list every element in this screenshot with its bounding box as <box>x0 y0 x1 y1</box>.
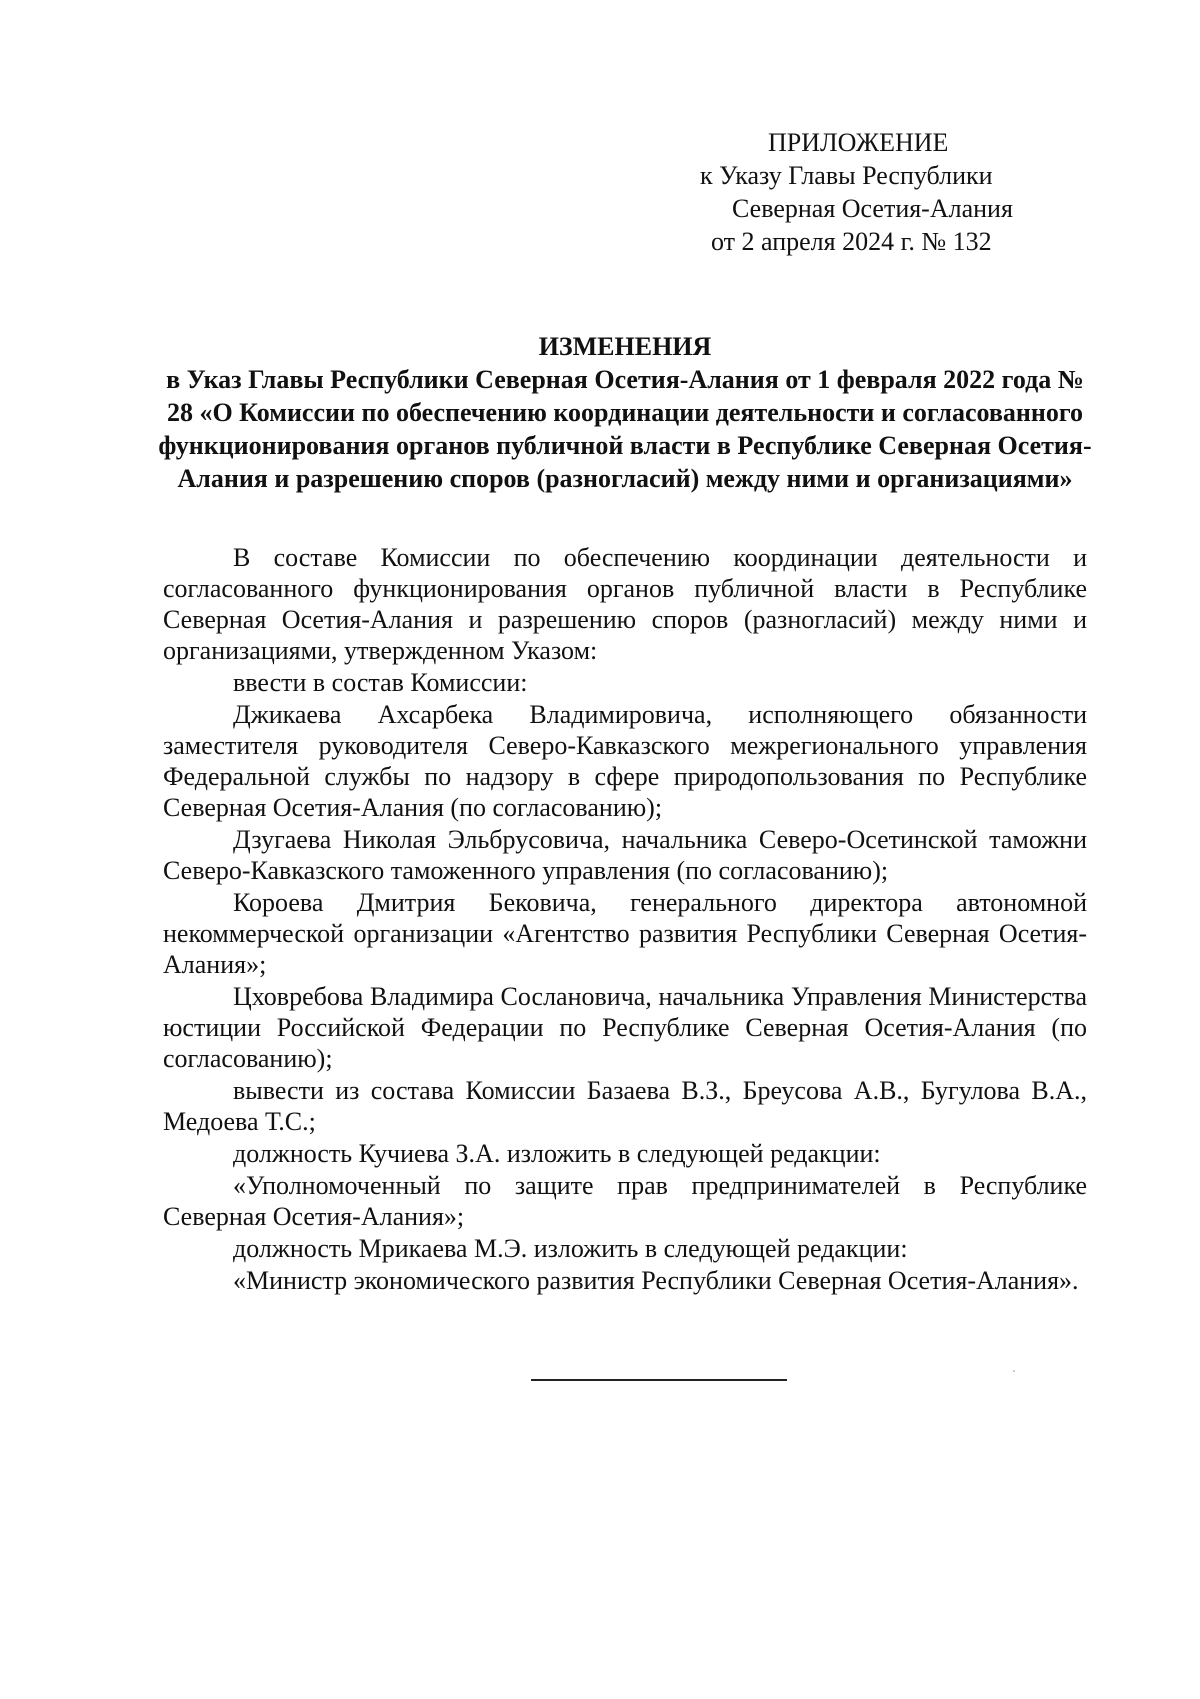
appendix-line: Северная Осетия-Алания <box>732 194 1013 223</box>
body-paragraph: должность Кучиева З.А. изложить в следующей редакции: <box>233 1139 881 1168</box>
body-paragraph: Короева Дмитрия Бековича, генерального директора автономной некоммерческой организации «Агентство развития Республики Северная Осетия-Алания»; <box>163 888 1087 979</box>
body-paragraph: должность Мрикаева М.Э. изложить в следующей редакции: <box>233 1234 908 1263</box>
heading-subtitle: в Указ Главы Республики Северная Осетия-Алания от 1 февраля 2022 года № 28 «О Комиссии по обеспечению координации деятельности и согласованного функционирования органов публичной власти в Республике Северная Осетия-Алания и разрешению споров (разногласий) между ними и организациями» <box>158 365 1092 493</box>
scan-speck <box>1013 1370 1015 1372</box>
appendix-line: от 2 апреля 2024 г. № 132 <box>711 227 992 256</box>
body-paragraph: ввести в состав Комиссии: <box>233 668 528 697</box>
document-heading <box>150 330 1100 495</box>
body-paragraph: Дзугаева Николая Эльбрусовича, начальника Северо-Осетинской таможни Северо-Кавказского таможенного управления (по согласованию); <box>163 825 1087 885</box>
body-paragraph: В составе Комиссии по обеспечению координации деятельности и согласованного функционирования органов публичной власти в Республике Северная Осетия-Алания и разрешению споров (разногласий) между ними и организациями, утвержденном Указом: <box>163 543 1087 665</box>
document-body <box>163 542 1087 1296</box>
end-divider <box>531 1379 787 1381</box>
appendix-title: ПРИЛОЖЕНИЕ <box>768 128 949 157</box>
body-paragraph: Цховребова Владимира Сослановича, начальника Управления Министерства юстиции Российской Федерации по Республике Северная Осетия-Алания (по согласованию); <box>163 982 1087 1073</box>
appendix-block <box>700 126 1100 258</box>
body-paragraph: «Уполномоченный по защите прав предпринимателей в Республике Северная Осетия-Алания»; <box>163 1171 1087 1231</box>
body-paragraph: Джикаева Ахсарбека Владимировича, исполняющего обязанности заместителя руководителя Северо-Кавказского межрегионального управления Федеральной службы по надзору в сфере природопользования по Республике Северная Осетия-Алания (по согласованию); <box>163 700 1087 822</box>
body-paragraph: вывести из состава Комиссии Базаева В.З., Бреусова А.В., Бугулова В.А., Медоева Т.С.; <box>163 1076 1087 1136</box>
appendix-line: к Указу Главы Республики <box>700 161 993 190</box>
heading-title: ИЗМЕНЕНИЯ <box>538 332 712 361</box>
body-paragraph: «Министр экономического развития Республики Северная Осетия-Алания». <box>233 1266 1079 1295</box>
